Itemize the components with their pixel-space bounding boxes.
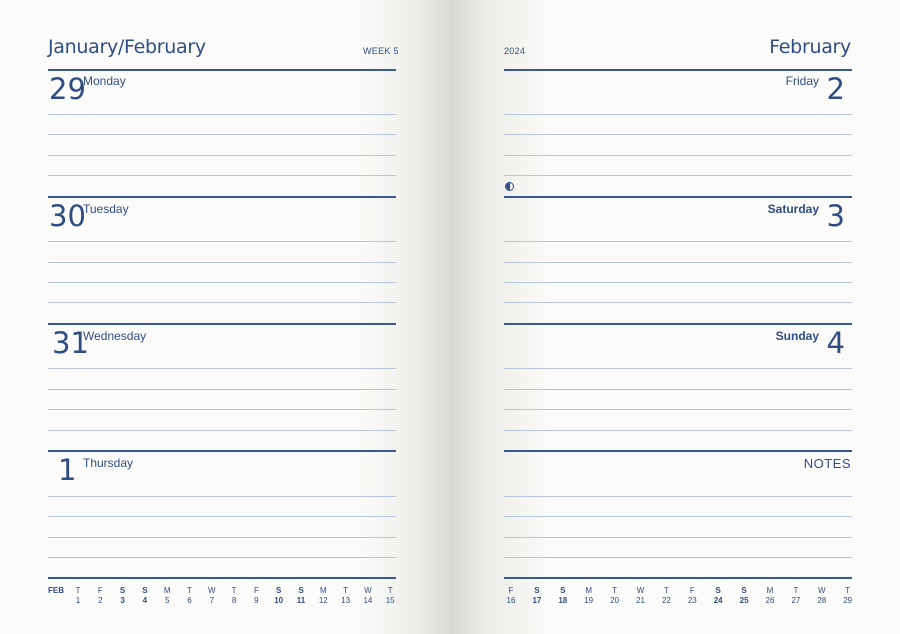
- mini-calendar-day: [580, 586, 598, 606]
- mini-calendar-weekday: S: [298, 586, 304, 595]
- mini-calendar-date: 18: [558, 596, 568, 605]
- day-name: Wednesday: [83, 329, 147, 343]
- mini-calendar-day: [735, 586, 753, 606]
- day-name: Monday: [83, 74, 126, 88]
- writing-line: [504, 114, 852, 115]
- writing-line: [48, 134, 396, 135]
- mini-calendar-day: [606, 586, 624, 606]
- day-number: 1: [58, 453, 77, 487]
- mini-calendar-day: [181, 586, 199, 606]
- mini-calendar-weekday: F: [689, 586, 695, 595]
- writing-line: [48, 537, 396, 538]
- mini-calendar-date: 7: [209, 596, 215, 605]
- writing-line: [48, 557, 396, 558]
- day-divider: [48, 323, 396, 325]
- mini-calendar-day: [813, 586, 831, 606]
- mini-calendar-day: [709, 586, 727, 606]
- mini-calendar-day: [114, 586, 132, 606]
- writing-line: [504, 134, 852, 135]
- writing-line: [48, 302, 396, 303]
- right-page-title: February: [769, 36, 851, 58]
- mini-calendar-day: [136, 586, 154, 606]
- writing-line: [48, 496, 396, 497]
- mini-calendar-day: [292, 586, 310, 606]
- mini-calendar-weekday: S: [715, 586, 721, 595]
- day-divider: [48, 69, 396, 71]
- mini-calendar-date: 22: [661, 596, 671, 605]
- mini-calendar-date: 14: [363, 596, 373, 605]
- writing-line: [48, 389, 396, 390]
- mini-calendar-divider: [48, 577, 396, 579]
- notes-divider: [504, 450, 852, 452]
- mini-calendar-date: 10: [274, 596, 284, 605]
- mini-calendar-weekday: S: [142, 586, 148, 595]
- mini-calendar-day: [554, 586, 572, 606]
- mini-calendar-weekday: M: [163, 586, 171, 595]
- mini-calendar-date: 17: [532, 596, 542, 605]
- mini-calendar-date: 26: [765, 596, 775, 605]
- mini-calendar-weekday: F: [253, 586, 259, 595]
- notes-label: NOTES: [803, 456, 851, 471]
- writing-line: [504, 557, 852, 558]
- mini-calendar-date: 12: [318, 596, 328, 605]
- mini-calendar-weekday: W: [364, 586, 372, 595]
- writing-line: [48, 430, 396, 431]
- writing-line: [504, 389, 852, 390]
- mini-calendar-weekday: S: [534, 586, 540, 595]
- mini-calendar-weekday: S: [276, 586, 282, 595]
- mini-calendar-date: 21: [636, 596, 645, 605]
- mini-calendar-date: 8: [231, 596, 237, 605]
- mini-calendar-weekday: S: [741, 586, 747, 595]
- writing-line: [504, 409, 852, 410]
- mini-calendar-date: 2: [98, 596, 103, 605]
- mini-calendar-day: [632, 586, 650, 606]
- day-divider: [48, 450, 396, 452]
- mini-calendar-date: 23: [687, 596, 697, 605]
- mini-calendar-date: 25: [739, 596, 749, 605]
- day-name: Saturday: [767, 202, 819, 216]
- writing-line: [504, 496, 852, 497]
- writing-line: [48, 241, 396, 242]
- mini-calendar-weekday: T: [793, 586, 799, 595]
- mini-calendar-day: [683, 586, 701, 606]
- mini-calendar-weekday: F: [508, 586, 514, 595]
- mini-calendar-day: [657, 586, 675, 606]
- mini-calendar-weekday: T: [75, 586, 81, 595]
- day-number: 29: [49, 72, 86, 106]
- mini-calendar-date: 27: [791, 596, 801, 605]
- mini-calendar-weekday: T: [845, 586, 851, 595]
- mini-calendar-date: 3: [120, 596, 125, 605]
- day-number: 30: [49, 199, 86, 233]
- left-page-title: January/February: [48, 36, 206, 58]
- mini-calendar-weekday: M: [585, 586, 593, 595]
- day-divider: [504, 323, 852, 325]
- mini-calendar-date: 13: [341, 596, 351, 605]
- mini-calendar-weekday: T: [663, 586, 669, 595]
- mini-calendar-weekday: T: [187, 586, 192, 595]
- right-page: [450, 0, 900, 634]
- mini-calendar-date: 20: [610, 596, 620, 605]
- mini-calendar-date: 24: [713, 596, 723, 605]
- writing-line: [48, 282, 396, 283]
- mini-calendar-date: 9: [254, 596, 259, 605]
- writing-line: [504, 155, 852, 156]
- mini-calendar-date: 11: [296, 596, 306, 605]
- mini-calendar-day: [91, 586, 109, 606]
- day-name: Sunday: [775, 329, 819, 343]
- mini-calendar-day: [839, 586, 857, 606]
- writing-line: [504, 430, 852, 431]
- writing-line: [48, 409, 396, 410]
- mini-calendar-date: 6: [187, 596, 192, 605]
- mini-calendar-weekday: W: [208, 586, 216, 595]
- day-name: Tuesday: [83, 202, 129, 216]
- day-divider: [504, 69, 852, 71]
- mini-calendar-weekday: W: [818, 586, 826, 595]
- mini-calendar-day: [787, 586, 805, 606]
- week-number: WEEK 5: [363, 46, 399, 56]
- day-name: Thursday: [83, 456, 134, 470]
- mini-calendar-day: [314, 586, 332, 606]
- writing-line: [504, 302, 852, 303]
- mini-calendar-day: [270, 586, 288, 606]
- mini-calendar-date: 1: [75, 596, 81, 605]
- mini-calendar-day: [225, 586, 243, 606]
- mini-calendar-date: 4: [142, 596, 148, 605]
- writing-line: [504, 282, 852, 283]
- day-divider: [48, 196, 396, 198]
- day-number: 3: [826, 199, 845, 233]
- mini-calendar-weekday: M: [319, 586, 327, 595]
- mini-calendar-month: FEB: [48, 586, 64, 595]
- mini-calendar-day: [247, 586, 265, 606]
- mini-calendar-weekday: M: [766, 586, 774, 595]
- mini-calendar-weekday: S: [560, 586, 566, 595]
- year-label: 2024: [504, 46, 526, 56]
- mini-calendar-day: [502, 586, 520, 606]
- writing-line: [504, 368, 852, 369]
- writing-line: [504, 537, 852, 538]
- day-number: 31: [52, 326, 89, 360]
- day-number: 2: [826, 72, 845, 106]
- mini-calendar-day: [528, 586, 546, 606]
- writing-line: [48, 155, 396, 156]
- mini-calendar-weekday: F: [97, 586, 103, 595]
- day-number: 4: [826, 326, 845, 360]
- mini-calendar-day: [158, 586, 176, 606]
- writing-line: [48, 516, 396, 517]
- mini-calendar-weekday: T: [231, 586, 237, 595]
- mini-calendar-date: 5: [164, 596, 170, 605]
- mini-calendar-day: [337, 586, 355, 606]
- mini-calendar-weekday: T: [387, 586, 393, 595]
- writing-line: [504, 516, 852, 517]
- mini-calendar-day: [359, 586, 377, 606]
- mini-calendar-weekday: T: [612, 586, 618, 595]
- writing-line: [48, 175, 396, 176]
- mini-calendar-date: 28: [817, 596, 827, 605]
- writing-line: [504, 262, 852, 263]
- writing-line: [48, 368, 396, 369]
- mini-calendar-day: [761, 586, 779, 606]
- first-quarter-moon-icon: [505, 182, 514, 191]
- writing-line: [504, 241, 852, 242]
- mini-calendar-weekday: W: [636, 586, 645, 595]
- day-divider: [504, 196, 852, 198]
- mini-calendar-divider: [504, 577, 852, 579]
- mini-calendar-weekday: T: [343, 586, 349, 595]
- writing-line: [48, 262, 396, 263]
- mini-calendar-day: [381, 586, 399, 606]
- writing-line: [504, 175, 852, 176]
- mini-calendar-date: 19: [584, 596, 594, 605]
- mini-calendar-date: 16: [506, 596, 516, 605]
- mini-calendar-day: [203, 586, 221, 606]
- mini-calendar-date: 29: [843, 596, 853, 605]
- mini-calendar-day: [69, 586, 87, 606]
- day-name: Friday: [785, 74, 819, 88]
- writing-line: [48, 114, 396, 115]
- mini-calendar-date: 15: [385, 596, 395, 605]
- mini-calendar-weekday: S: [119, 586, 126, 595]
